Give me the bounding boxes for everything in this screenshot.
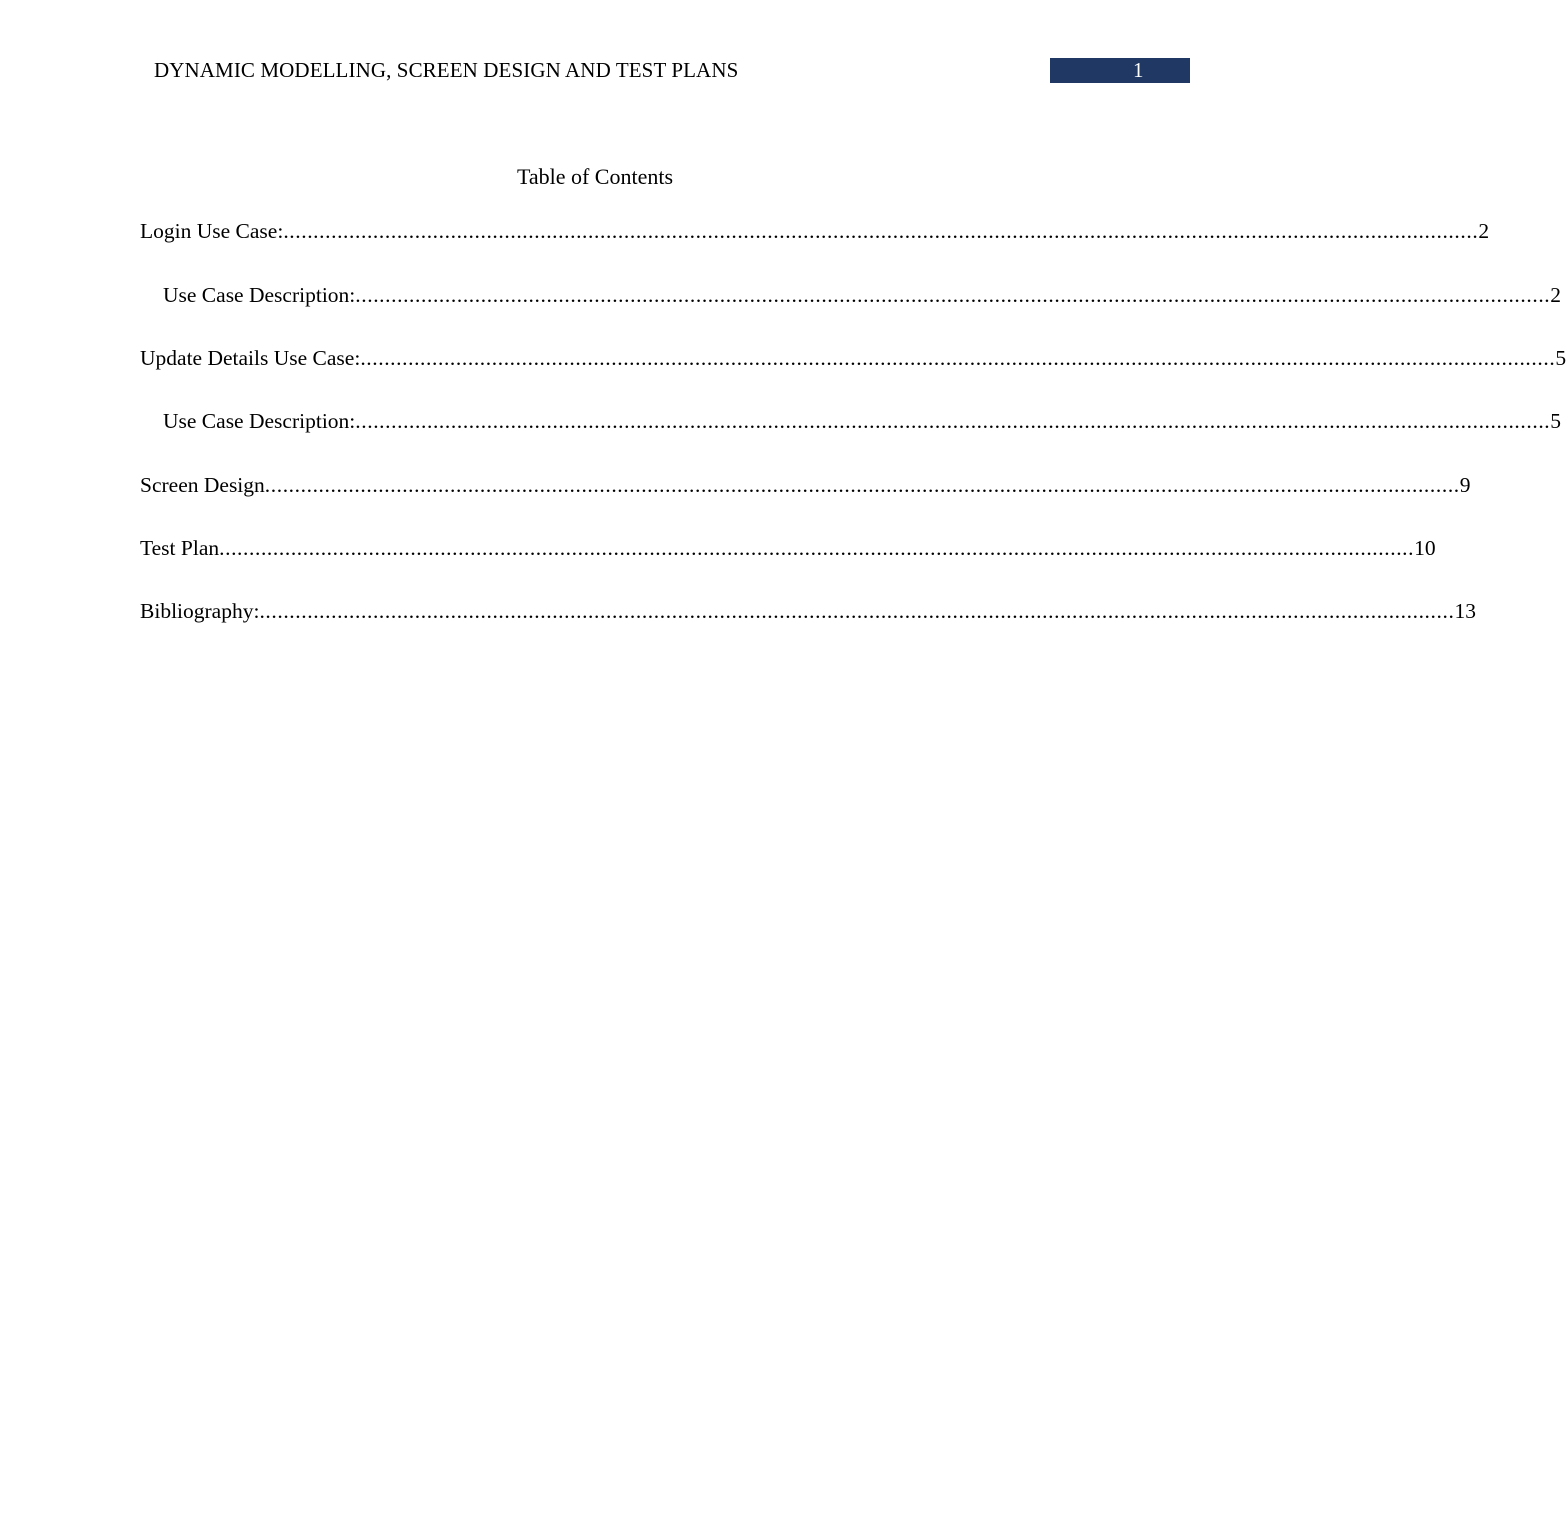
toc-entry-update-details-use-case[interactable] — [140, 344, 1566, 372]
toc-entry-label: Update Details Use Case: — [140, 346, 361, 370]
toc-entry-label: Screen Design — [140, 473, 265, 497]
toc-title: Table of Contents — [516, 164, 674, 189]
toc-entry-page: 2 — [1478, 219, 1490, 243]
toc-entry-login-use-case[interactable] — [140, 217, 1490, 245]
toc-dot-leader: ........................................................................................................................................................................................................ — [355, 409, 1551, 433]
toc-entry-test-plan[interactable] — [140, 534, 1436, 562]
toc-entry-login-use-case-description[interactable] — [163, 281, 1562, 309]
toc-entry-label: Use Case Description: — [163, 283, 356, 307]
toc-dot-leader: ........................................................................................................................................................................................................ — [219, 536, 1415, 560]
toc-entry-page: 10 — [1414, 536, 1436, 560]
page-number-box — [1050, 58, 1190, 83]
toc-dot-leader: ........................................................................................................................................................................................................ — [259, 599, 1455, 623]
toc-entry-label: Bibliography: — [140, 599, 260, 623]
toc-entry-screen-design[interactable] — [140, 471, 1471, 499]
toc-entry-page: 2 — [1550, 283, 1562, 307]
toc-entry-bibliography[interactable] — [140, 597, 1476, 625]
toc-dot-leader: ........................................................................................................................................................................................................ — [360, 346, 1556, 370]
toc-entry-page: 13 — [1454, 599, 1476, 623]
toc-dot-leader: ........................................................................................................................................................................................................ — [264, 473, 1460, 497]
page-number: 1 — [1133, 58, 1144, 82]
toc-entry-page: 5 — [1555, 346, 1566, 370]
toc-entry-page: 9 — [1459, 473, 1471, 497]
toc-entry-page: 5 — [1550, 409, 1562, 433]
toc-entry-update-details-use-case-description[interactable] — [163, 407, 1562, 435]
toc-entry-label: Use Case Description: — [163, 409, 356, 433]
toc-entry-label: Login Use Case: — [140, 219, 284, 243]
toc-dot-leader: ........................................................................................................................................................................................................ — [355, 283, 1551, 307]
toc-dot-leader: ........................................................................................................................................................................................................ — [283, 219, 1479, 243]
running-head: DYNAMIC MODELLING, SCREEN DESIGN AND TEST PLANS — [154, 58, 739, 82]
toc-entry-label: Test Plan — [140, 536, 220, 560]
